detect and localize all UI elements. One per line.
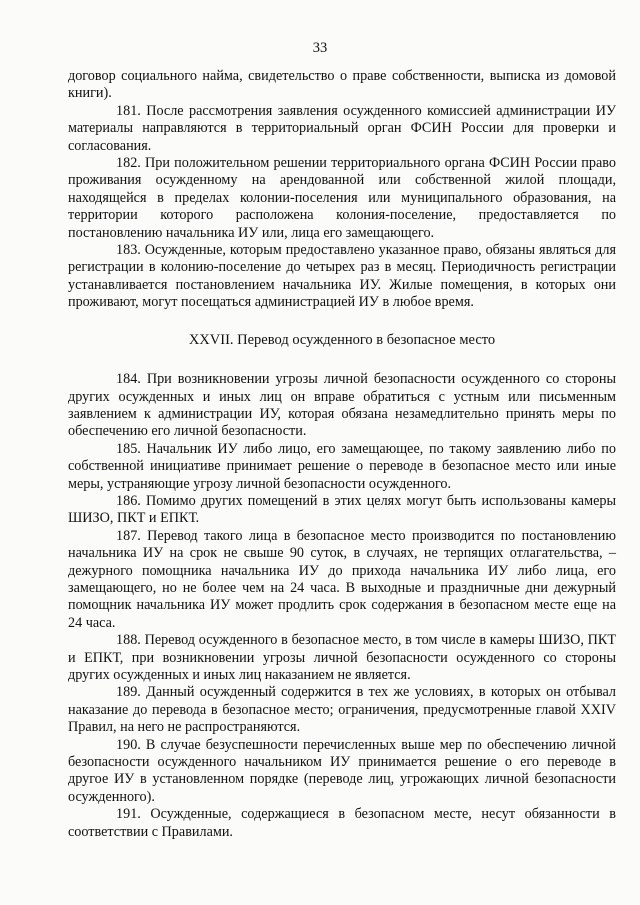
paragraph-182: 182. При положительном решении территориального органа ФСИН России право проживания осужденному на арендованной или собственной жилой площади, находящейся в пределах колонии-поселения или муниципального образования, на территории которого расположена колония-поселение, предоставляется по постановлению начальника ИУ или, лица его замещающего. xyxy=(68,155,616,241)
paragraph-190: 190. В случае безуспешности перечисленных выше мер по обеспечению личной безопасности осужденного начальником ИУ принимается решение о его переводе в другое ИУ в установленном порядке (переводе лиц, угрожающих личной безопасности осужденного). xyxy=(68,736,616,805)
paragraph-183: 183. Осужденные, которым предоставлено указанное право, обязаны являться для регистрации в колонию-поселение до четырех раз в месяц. Периодичность регистрации устанавливается постановлением начальника ИУ. Жилые помещения, в которых они проживают, могут посещаться администрацией ИУ в любое время. xyxy=(68,242,616,311)
paragraph-188: 188. Перевод осужденного в безопасное место, в том числе в камеры ШИЗО, ПКТ и ЕПКТ, при возникновении угрозы личной безопасности осужденного со стороны других осужденных и иных лиц наказанием не является. xyxy=(68,632,616,683)
paragraph-185: 185. Начальник ИУ либо лицо, его замещающее, по такому заявлению либо по собственной инициативе принимает решение о переводе в безопасное место или иные меры, устраняющие угрозу личной безопасности осужденного. xyxy=(68,440,616,492)
paragraph-continuation: договор социального найма, свидетельство о праве собственности, выписка из домовой книги). xyxy=(68,68,616,102)
paragraph-186: 186. Помимо других помещений в этих целях могут быть использованы камеры ШИЗО, ПКТ и ЕПКТ. xyxy=(68,492,616,527)
paragraph-189: 189. Данный осужденный содержится в тех же условиях, в которых он отбывал наказание до перевода в безопасное место; ограничения, предусмотренные главой XXIV Правил, на него не распространяются. xyxy=(68,684,616,736)
paragraph-181: 181. После рассмотрения заявления осужденного комиссией администрации ИУ материалы направляются в территориальный орган ФСИН России для проверки и согласования. xyxy=(68,102,616,154)
section-title: XXVII. Перевод осужденного в безопасное место xyxy=(188,331,496,348)
document-body xyxy=(68,68,616,841)
paragraph-184: 184. При возникновении угрозы личной безопасности осужденного со стороны других осужденных и иных лиц он вправе обратиться с устным или письменным заявлением к администрации ИУ, которая обязана незамедлительно принять меры по обеспечению его личной безопасности. xyxy=(68,371,616,440)
page-number: 33 xyxy=(312,40,328,56)
paragraph-187: 187. Перевод такого лица в безопасное место производится по постановлению начальника ИУ на срок не свыше 90 суток, в случаях, не терпящих отлагательства, – дежурного помощника начальника ИУ до прихода начальника ИУ либо лица, его замещающего, но не более чем на 24 часа. В выходные и праздничные дни дежурный помощник начальника ИУ может продлить срок содержания в безопасном месте еще на 24 часа. xyxy=(68,527,616,631)
paragraph-191: 191. Осужденные, содержащиеся в безопасном месте, несут обязанности в соответствии с Правилами. xyxy=(68,806,616,840)
